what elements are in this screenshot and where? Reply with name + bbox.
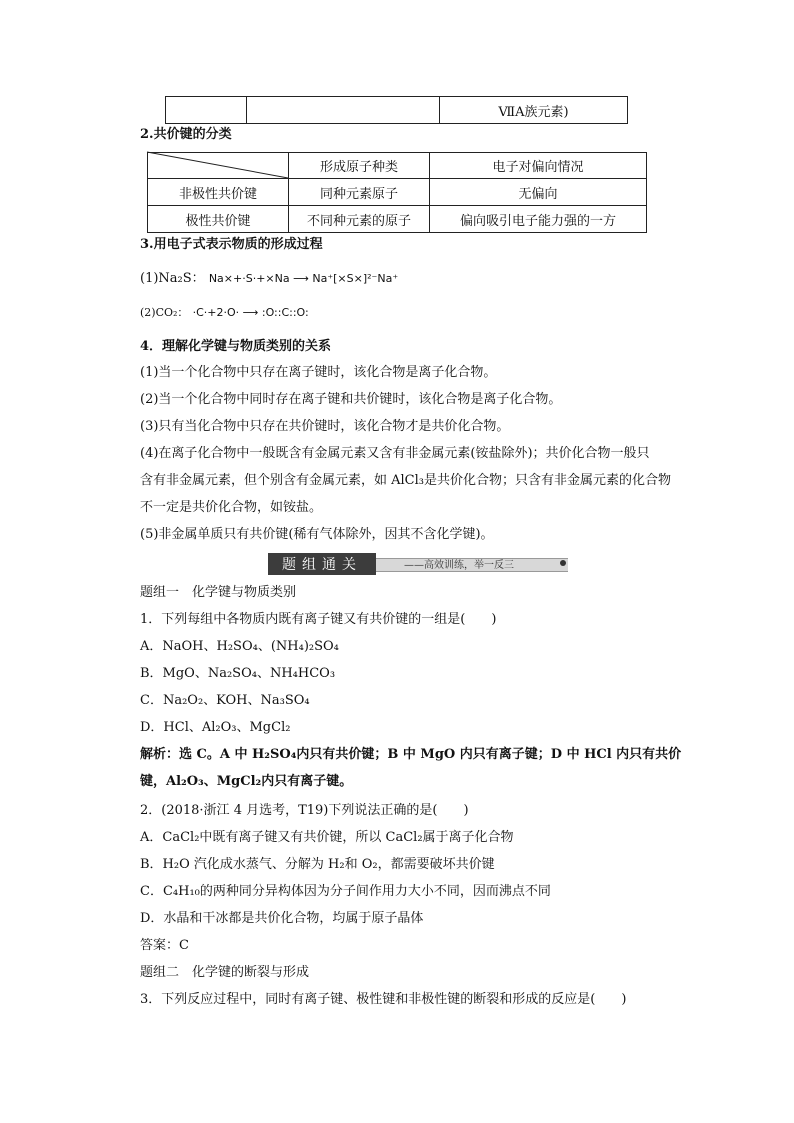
- q1-option-d: D．HCl、Al₂O₃、MgCl₂: [140, 720, 291, 735]
- table-cell: 同种元素原子: [289, 179, 430, 206]
- q1-option-c: C．Na₂O₂、KOH、Na₃SO₄: [140, 693, 310, 708]
- table-row: [148, 179, 647, 206]
- rule-item: (5)非金属单质只有共价键(稀有气体除外，因其不含化学键)。: [140, 527, 494, 542]
- table-cell: 极性共价键: [148, 206, 289, 233]
- table-row: [148, 206, 647, 233]
- group-2-title: 题组二 化学键的断裂与形成: [140, 965, 310, 980]
- co2-electron-formula: ·C·+2·O· ⟶ :O::C::O:: [192, 306, 309, 319]
- na2s-electron-formula: Na×+·S·+×Na ⟶ Na⁺[×S×]²⁻Na⁺: [208, 272, 399, 285]
- section-2-title: 2.共价键的分类: [140, 127, 232, 142]
- q2-option-d: D．水晶和干冰都是共价化合物，均属于原子晶体: [140, 911, 424, 926]
- table-corner-cell: [148, 153, 289, 179]
- q1-option-b: B．MgO、Na₂SO₄、NH₄HCO₃: [140, 666, 336, 681]
- co2-formation: [140, 304, 309, 322]
- q1-option-a: A．NaOH、H₂SO₄、(NH₄)₂SO₄: [140, 639, 339, 654]
- practice-banner: [268, 553, 568, 575]
- question-3: 3．下列反应过程中，同时有离子键、极性键和非极性键的断裂和形成的反应是( ): [140, 992, 627, 1007]
- top-partial-table: [165, 96, 628, 124]
- top-table-cell: ⅦA族元素): [440, 97, 628, 124]
- rule-item: (4)在离子化合物中一般既含有金属元素又含有非金属元素(铵盐除外)；共价化合物一般只: [140, 446, 650, 461]
- question-2: 2．(2018·浙江 4 月选考，T19)下列说法正确的是( ): [140, 803, 469, 818]
- rule-item: (2)当一个化合物中同时存在离子键和共价键时，该化合物是离子化合物。: [140, 392, 562, 407]
- table-header: 形成原子种类: [289, 153, 430, 179]
- rule-item: (1)当一个化合物中只存在离子键时，该化合物是离子化合物。: [140, 365, 497, 380]
- banner-tagline: ——高效训练，举一反三: [404, 560, 514, 571]
- table-cell: 不同种元素的原子: [289, 206, 430, 233]
- bond-classification-table: [147, 152, 647, 233]
- section-4-title: 4．理解化学键与物质类别的关系: [140, 339, 332, 354]
- group-1-title: 题组一 化学键与物质类别: [140, 585, 297, 600]
- q2-option-b: B．H₂O 汽化成水蒸气、分解为 H₂和 O₂，都需要破坏共价键: [140, 857, 495, 872]
- table-cell: 偏向吸引电子能力强的一方: [430, 206, 647, 233]
- banner-title: 题组通关: [268, 553, 376, 575]
- rule-item-cont: 不一定是共价化合物，如铵盐。: [140, 500, 323, 515]
- section-3-title: 3.用电子式表示物质的形成过程: [140, 237, 323, 252]
- q2-answer: 答案：C: [140, 938, 189, 953]
- bullet-icon: [560, 560, 566, 566]
- q1-analysis: 解析：选 C。A 中 H₂SO₄内只有共价键；B 中 MgO 内只有离子键；D 中 HCl 内只有共价: [140, 747, 682, 762]
- q2-option-a: A．CaCl₂中既有离子键又有共价键，所以 CaCl₂属于离子化合物: [140, 830, 514, 845]
- co2-label: (2)CO₂：: [140, 306, 189, 319]
- top-table-cell: [166, 97, 247, 124]
- q1-analysis-cont: 键，Al₂O₃、MgCl₂内只有离子键。: [140, 774, 353, 789]
- table-cell: 非极性共价键: [148, 179, 289, 206]
- table-header: 电子对偏向情况: [430, 153, 647, 179]
- rule-item-cont: 含有非金属元素，但个别含有金属元素，如 AlCl₃是共价化合物；只含有非金属元素的化合物: [140, 473, 671, 488]
- q2-option-c: C．C₄H₁₀的两种同分异构体因为分子间作用力大小不同，因而沸点不同: [140, 884, 551, 899]
- top-table-cell: [247, 97, 440, 124]
- rule-item: (3)只有当化合物中只存在共价键时，该化合物才是共价化合物。: [140, 419, 510, 434]
- question-1: 1．下列每组中各物质内既有离子键又有共价键的一组是( ): [140, 612, 497, 627]
- na2s-label: (1)Na₂S：: [140, 271, 205, 286]
- na2s-formation: [140, 270, 398, 288]
- table-cell: 无偏向: [430, 179, 647, 206]
